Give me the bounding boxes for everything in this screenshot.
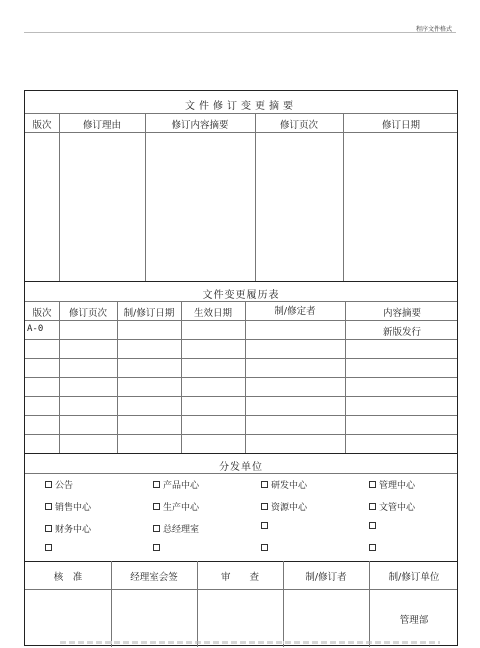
history-col-summary: 内容摘要 bbox=[382, 308, 421, 319]
distribution-checkbox-resources[interactable] bbox=[261, 500, 307, 513]
history-rule-header bbox=[25, 301, 457, 302]
distribution-label: 生产中心 bbox=[163, 503, 200, 513]
distribution-label: 产品中心 bbox=[163, 481, 200, 491]
checkbox-icon bbox=[45, 525, 52, 532]
history-col-effective-date: 生效日期 bbox=[193, 308, 232, 319]
distribution-checkbox-blank-5[interactable] bbox=[261, 544, 271, 551]
distribution-checkbox-gm-office[interactable] bbox=[153, 522, 199, 535]
distribution-label: 财务中心 bbox=[55, 525, 92, 535]
checkbox-icon bbox=[261, 544, 268, 551]
checkbox-icon bbox=[369, 522, 376, 529]
distribution-label: 资源中心 bbox=[271, 503, 308, 513]
history-rule-0 bbox=[25, 320, 457, 321]
checkbox-icon bbox=[45, 544, 52, 551]
distribution-checkbox-sales[interactable] bbox=[45, 500, 91, 513]
distribution-checkbox-document-control[interactable] bbox=[369, 500, 415, 513]
checkbox-icon bbox=[369, 544, 376, 551]
checkbox-icon bbox=[45, 503, 52, 510]
checkbox-icon bbox=[261, 522, 268, 529]
change-history-title: 文件变更履历表 bbox=[202, 290, 280, 301]
history-vline-1 bbox=[59, 301, 60, 453]
distribution-label: 文管中心 bbox=[379, 503, 416, 513]
summary-vline-2 bbox=[145, 113, 146, 281]
checkbox-icon bbox=[153, 503, 160, 510]
distribution-label: 销售中心 bbox=[55, 503, 92, 513]
distribution-checkbox-rd[interactable] bbox=[261, 478, 307, 491]
approval-col-unit: 制/修订单位 bbox=[388, 572, 440, 583]
header-note: 程序文件格式 bbox=[415, 26, 452, 33]
history-rule-5 bbox=[25, 415, 457, 416]
summary-col-pages: 修订页次 bbox=[279, 120, 318, 131]
checkbox-icon bbox=[153, 481, 160, 488]
distribution-checkbox-management[interactable] bbox=[369, 478, 415, 491]
history-col-reviser: 制/修定者 bbox=[274, 306, 316, 317]
distribution-label: 公告 bbox=[55, 481, 74, 491]
summary-col-date: 修订日期 bbox=[381, 120, 420, 131]
distribution-checkbox-announcement[interactable] bbox=[45, 478, 73, 491]
history-rule-6 bbox=[25, 434, 457, 435]
summary-rule-2 bbox=[25, 132, 457, 133]
checkbox-icon bbox=[153, 544, 160, 551]
summary-col-content: 修订内容摘要 bbox=[171, 120, 229, 131]
distribution-checkbox-blank-1[interactable] bbox=[261, 522, 271, 529]
approval-col-approve: 核 准 bbox=[53, 572, 83, 583]
summary-vline-4 bbox=[343, 113, 344, 281]
document-form bbox=[24, 90, 458, 646]
history-col-pages: 修订页次 bbox=[68, 308, 107, 319]
approval-section bbox=[25, 561, 457, 647]
history-col-edition: 版次 bbox=[32, 308, 52, 319]
history-rule-2 bbox=[25, 358, 457, 359]
history-col-revise-date: 制/修订日期 bbox=[123, 308, 175, 319]
summary-rule-1 bbox=[25, 113, 457, 114]
checkbox-icon bbox=[45, 481, 52, 488]
history-rule-3 bbox=[25, 377, 457, 378]
history-vline-2 bbox=[117, 301, 118, 453]
checkbox-icon bbox=[369, 503, 376, 510]
distribution-label: 总经理室 bbox=[163, 525, 200, 535]
summary-vline-3 bbox=[255, 113, 256, 281]
history-vline-4 bbox=[245, 301, 246, 453]
summary-col-edition: 版次 bbox=[32, 120, 52, 131]
summary-vline-1 bbox=[59, 113, 60, 281]
distribution-label: 管理中心 bbox=[379, 481, 416, 491]
distribution-title: 分发单位 bbox=[219, 462, 263, 473]
history-vline-3 bbox=[181, 301, 182, 453]
approval-col-countersign: 经理室会签 bbox=[130, 572, 178, 583]
header-rule bbox=[24, 32, 456, 33]
approval-unit-value: 管理部 bbox=[399, 615, 429, 626]
approval-col-reviser: 制/修订者 bbox=[305, 572, 347, 583]
checkbox-icon bbox=[369, 481, 376, 488]
revision-summary-title: 文件修订变更摘要 bbox=[185, 101, 297, 112]
approval-rule bbox=[25, 589, 457, 590]
revision-summary-section bbox=[25, 91, 457, 281]
checkbox-icon bbox=[261, 503, 268, 510]
distribution-label: 研发中心 bbox=[271, 481, 308, 491]
history-row-1-edition: A-0 bbox=[27, 324, 44, 334]
distribution-checkbox-finance[interactable] bbox=[45, 522, 91, 535]
change-history-section bbox=[25, 281, 457, 453]
distribution-checkbox-product[interactable] bbox=[153, 478, 199, 491]
distribution-checkbox-blank-3[interactable] bbox=[45, 544, 55, 551]
checkbox-icon bbox=[261, 481, 268, 488]
distribution-checkbox-blank-6[interactable] bbox=[369, 544, 379, 551]
checkbox-icon bbox=[153, 525, 160, 532]
history-rule-4 bbox=[25, 396, 457, 397]
history-row-1-summary: 新版发行 bbox=[382, 327, 421, 338]
history-rule-1 bbox=[25, 339, 457, 340]
distribution-rule bbox=[25, 473, 457, 474]
distribution-section bbox=[25, 453, 457, 561]
distribution-checkbox-blank-4[interactable] bbox=[153, 544, 163, 551]
distribution-checkbox-blank-2[interactable] bbox=[369, 522, 379, 529]
distribution-checkbox-production[interactable] bbox=[153, 500, 199, 513]
approval-col-review: 审 查 bbox=[220, 572, 259, 583]
summary-col-reason: 修订理由 bbox=[82, 120, 121, 131]
footer-faint-text bbox=[60, 641, 440, 644]
